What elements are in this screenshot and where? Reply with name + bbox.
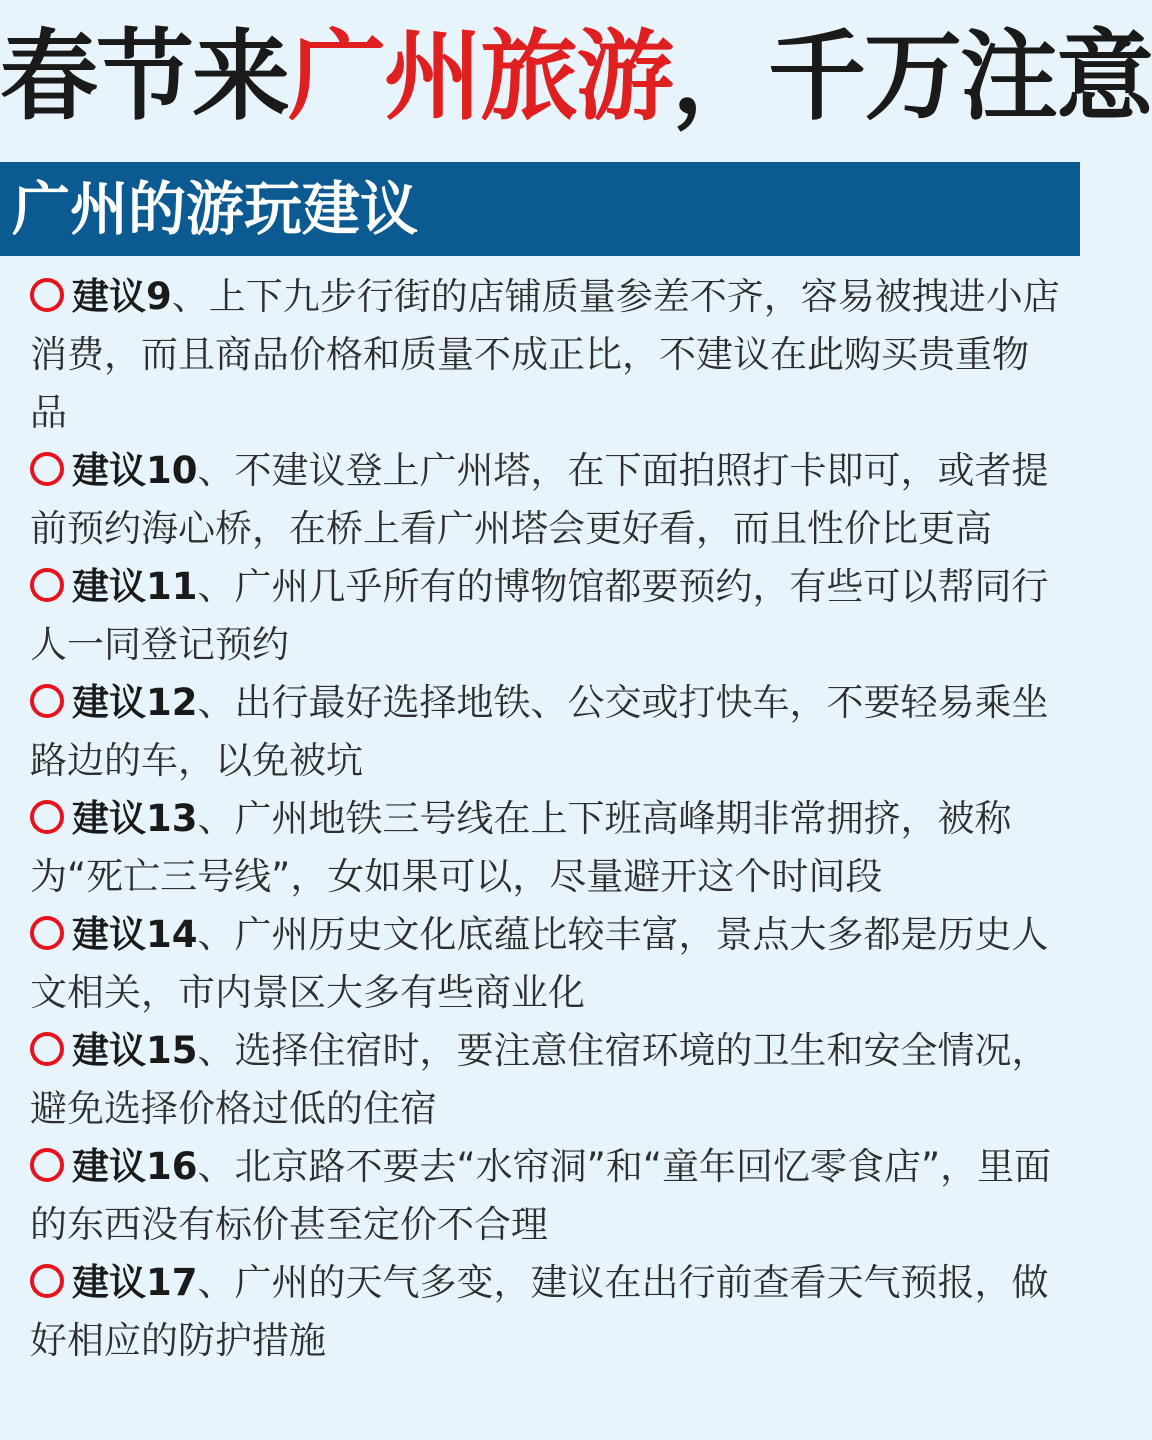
tip-item <box>30 1138 1060 1254</box>
red-circle-icon <box>30 278 64 312</box>
tip-text: 、北京路不要去“水帘洞”和“童年回忆零食店”，里面的东西没有标价甚至定价不合理 <box>30 1145 1052 1246</box>
red-circle-icon <box>30 568 64 602</box>
tip-label: 建议17 <box>72 1261 198 1304</box>
tip-item <box>30 790 1060 906</box>
tip-text: 、出行最好选择地铁、公交或打快车，不要轻易乘坐路边的车，以免被坑 <box>30 681 1049 782</box>
tip-item <box>30 1022 1060 1138</box>
tip-text: 、广州历史文化底蕴比较丰富，景点大多都是历史人文相关，市内景区大多有些商业化 <box>30 913 1049 1014</box>
page-title <box>0 20 1152 134</box>
red-circle-icon <box>30 684 64 718</box>
tip-item <box>30 1254 1060 1370</box>
tip-label: 建议10 <box>72 449 198 492</box>
tips-list <box>30 268 1060 1370</box>
tip-label: 建议11 <box>72 565 198 608</box>
red-circle-icon <box>30 1264 64 1298</box>
tip-item <box>30 268 1060 442</box>
tip-label: 建议14 <box>72 913 198 956</box>
title-accent: 广州旅游 <box>288 20 673 134</box>
tip-label: 建议12 <box>72 681 198 724</box>
title-prefix: 春节来 <box>0 20 289 134</box>
red-circle-icon <box>30 452 64 486</box>
tip-text: 、选择住宿时，要注意住宿环境的卫生和安全情况，避免选择价格过低的住宿 <box>30 1029 1049 1130</box>
tip-label: 建议13 <box>72 797 198 840</box>
tip-item <box>30 442 1060 558</box>
section-title: 广州的游玩建议 <box>12 175 419 243</box>
red-circle-icon <box>30 800 64 834</box>
red-circle-icon <box>30 1148 64 1182</box>
tip-item <box>30 674 1060 790</box>
section-header-bar <box>0 162 1080 256</box>
tip-item <box>30 906 1060 1022</box>
tip-text: 、广州地铁三号线在上下班高峰期非常拥挤，被称为“死亡三号线”，女如果可以，尽量避开这个时间段 <box>30 797 1012 898</box>
tip-text: 、广州几乎所有的博物馆都要预约，有些可以帮同行人一同登记预约 <box>30 565 1049 666</box>
tip-text: 、广州的天气多变，建议在出行前查看天气预报，做好相应的防护措施 <box>30 1261 1049 1362</box>
tip-label: 建议15 <box>72 1029 198 1072</box>
title-suffix: ，千万注意 <box>672 20 1152 134</box>
red-circle-icon <box>30 1032 64 1066</box>
tip-text: 、不建议登上广州塔，在下面拍照打卡即可，或者提前预约海心桥，在桥上看广州塔会更好看，而且性价比更高 <box>30 449 1049 550</box>
red-circle-icon <box>30 916 64 950</box>
tip-text: 、上下九步行街的店铺质量参差不齐，容易被拽进小店消费，而且商品价格和质量不成正比，不建议在此购买贵重物品 <box>30 275 1060 434</box>
tip-label: 建议9 <box>72 275 172 318</box>
tip-label: 建议16 <box>72 1145 198 1188</box>
tip-item <box>30 558 1060 674</box>
